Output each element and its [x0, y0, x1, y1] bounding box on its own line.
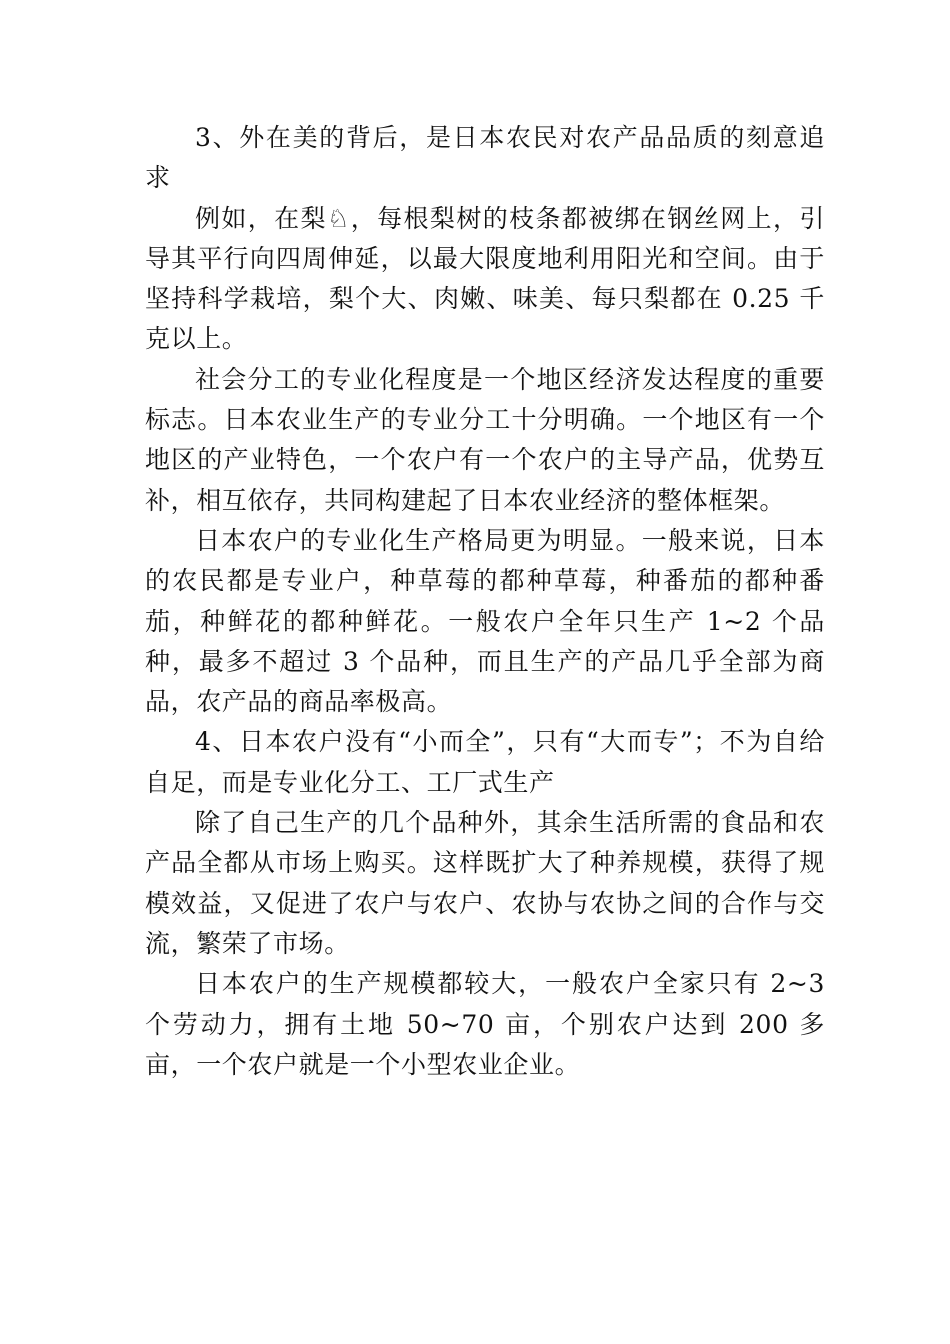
section-heading-3: 3、外在美的背后，是日本农民对农产品品质的刻意追求: [145, 123, 825, 193]
paragraph-pear-example: 例如，在梨♘，每根梨树的枝条都被绑在钢丝网上，引导其平行向四周伸延，以最大限度地利用阳光和空间。由于坚持科学栽培，梨个大、肉嫩、味美、每只梨都在 0.25 千克以上。: [145, 203, 825, 354]
paragraph-specialization: 日本农户的专业化生产格局更为明显。一般来说，日本的农民都是专业户，种草莓的都种草莓，种番茄的都种番茄，种鲜花的都种鲜花。一般农户全年只生产 1~2 个品种，最多不超过 3 个品种，而且生产的产品几乎全部为商品，农产品的商品率极高。: [145, 525, 825, 717]
paragraph-production-scale: 日本农户的生产规模都较大，一般农户全家只有 2~3 个劳动力，拥有土地 50~70 亩，个别农户达到 200 多亩，一个农户就是一个小型农业企业。: [145, 969, 825, 1079]
section-heading-4: 4、日本农户没有“小而全”，只有“大而专”；不为自给自足，而是专业化分工、工厂式生产: [145, 727, 825, 797]
document-body: [145, 118, 825, 1085]
paragraph-division-of-labor: 社会分工的专业化程度是一个地区经济发达程度的重要标志。日本农业生产的专业分工十分明确。一个地区有一个地区的产业特色，一个农户有一个农户的主导产品，优势互补，相互依存，共同构建起了日本农业经济的整体框架。: [145, 364, 825, 515]
paragraph-market-purchase: 除了自己生产的几个品种外，其余生活所需的食品和农产品全都从市场上购买。这样既扩大了种养规模，获得了规模效益，又促进了农户与农户、农协与农协之间的合作与交流，繁荣了市场。: [145, 808, 825, 958]
